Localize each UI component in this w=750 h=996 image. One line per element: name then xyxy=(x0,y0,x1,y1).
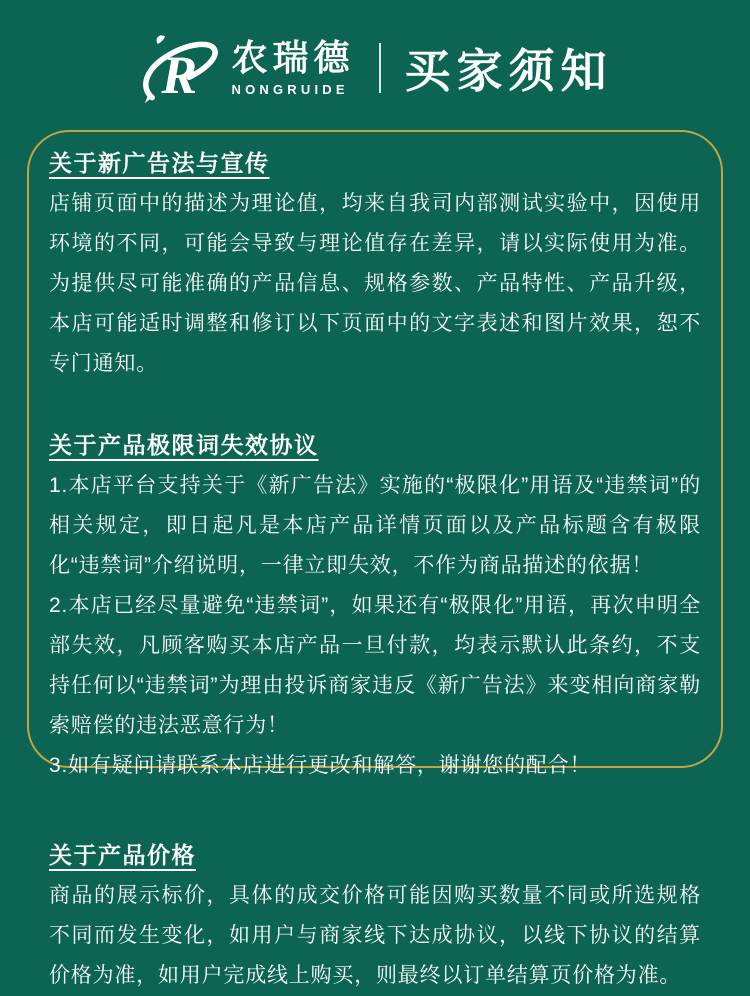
section-extreme-words xyxy=(49,428,701,786)
section-advertising-law-paragraph: 店铺页面中的描述为理论值，均来自我司内部测试实验中，因使用环境的不同，可能会导致与理论值存在差异，请以实际使用为准。为提供尽可能准确的产品信息、规格参数、产品特性、产品升级，本店可能适时调整和修订以下页面中的文字表述和图片效果，恕不专门通知。 xyxy=(49,192,701,375)
section-extreme-words-item-3: 3.如有疑问请联系本店进行更改和解答，谢谢您的配合！ xyxy=(49,754,592,777)
section-product-price-paragraph: 商品的展示标价，具体的成交价格可能因购买数量不同或所选规格不同而发生变化，如用户与商家线下达成协议，以线下协议的结算价格为准，如用户完成线上购买，则最终以订单结算页价格为准。 xyxy=(49,884,701,987)
section-advertising-law-title: 关于新广告法与宣传 xyxy=(49,150,270,176)
header-divider xyxy=(379,43,381,93)
notice-box xyxy=(27,130,723,987)
section-extreme-words-item-1: 1.本店平台支持关于《新广告法》实施的“极限化”用语及“违禁词”的相关规定，即日起凡是本店产品详情页面以及产品标题含有极限化“违禁词”介绍说明，一律立即失效，不作为商品描述的依据！ xyxy=(49,474,701,577)
page-title: 买家须知 xyxy=(404,45,613,97)
header xyxy=(0,0,750,130)
brand-text xyxy=(231,37,355,97)
section-product-price-title: 关于产品价格 xyxy=(49,842,196,868)
brand-subtitle: NONGRUIDE xyxy=(231,82,349,97)
section-extreme-words-item-2: 2.本店已经尽量避免“违禁词”，如果还有“极限化”用语，再次申明全部失效，凡顾客购买本店产品一旦付款，均表示默认此条约，不支持任何以“违禁词”为理由投诉商家违反《新广告法》来变相向商家勒索赔偿的违法恶意行为！ xyxy=(49,594,701,737)
section-extreme-words-title: 关于产品极限词失效协议 xyxy=(49,432,319,458)
section-advertising-law xyxy=(49,146,701,384)
nongruide-logo-icon xyxy=(137,31,221,105)
brand-name: 农瑞德 xyxy=(231,37,355,78)
brand-logo xyxy=(137,31,354,105)
section-product-price xyxy=(49,838,701,996)
svg-text:R: R xyxy=(161,44,198,105)
